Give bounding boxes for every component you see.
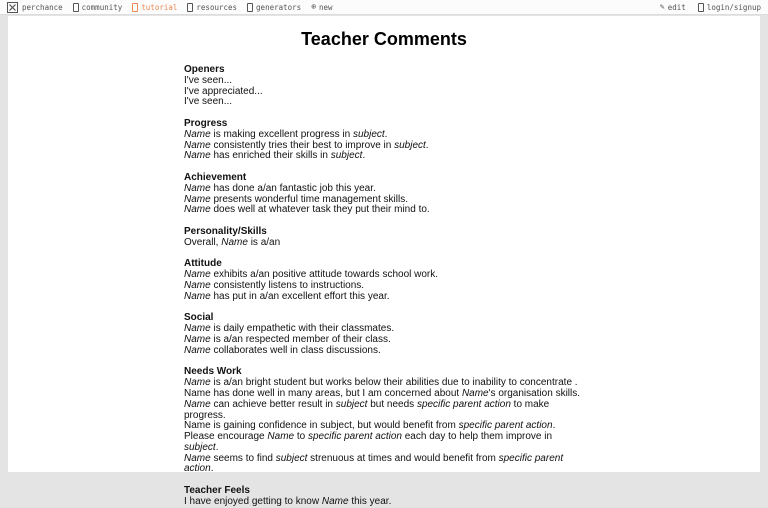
globe-plus-icon: ⊕ [311,2,317,11]
comment-line: I've appreciated... [184,85,263,97]
section-heading: Social [184,312,214,324]
section-lines [184,238,584,249]
page-title: Teacher Comments [301,29,467,49]
user-icon [698,3,704,12]
section-heading: Achievement [184,171,247,183]
topbar [0,0,768,15]
section-lines [184,184,584,216]
comment-line: Name is daily empathetic with their classmates. [184,323,395,335]
pencil-icon: ✎ [659,2,665,11]
comment-line: Name has done well in many areas, but I am concerned about Name's organisation skills. [184,387,581,399]
comment-line: Name has enriched their skills in subject. [184,150,366,162]
section-lines [184,270,584,302]
resources-icon [187,3,193,12]
section-heading: Needs Work [184,366,242,378]
comment-line: Name exhibits a/an positive attitude towards school work. [184,269,439,281]
comment-line: Name has done a/an fantastic job this year. [184,182,376,194]
nav-item-tutorial[interactable]: tutorial [132,3,177,12]
section-heading: Teacher Feels [184,485,250,497]
section-lines [184,378,584,475]
comment-section [184,173,584,216]
comment-line: Name does well at whatever task they put their mind to. [184,204,430,216]
section-lines [184,130,584,162]
comment-line: Name is a/an respected member of their class. [184,333,391,345]
community-icon [73,3,79,12]
perchance-dice-icon [7,2,18,13]
tutorial-icon [132,3,138,12]
comment-section [184,313,584,356]
comment-line: Name consistently tries their best to improve in subject. [184,139,429,151]
comment-line: Name is gaining confidence in subject, but would benefit from specific parent action. [184,420,556,432]
section-lines [184,76,584,108]
comment-line: Name is making excellent progress in subject. [184,128,388,140]
section-lines [184,324,584,356]
comment-section [184,119,584,162]
comment-line: Name presents wonderful time management skills. [184,193,408,205]
section-heading: Progress [184,117,228,129]
comment-section [184,367,584,475]
comment-line: I've seen... [184,96,233,108]
comment-line: I've seen... [184,74,233,86]
perchance-logo-link[interactable] [7,2,63,13]
comment-line: Please encourage Name to specific parent action each day to help them improve in subject. [184,431,553,453]
comment-line: Name has put in a/an excellent effort this year. [184,290,390,302]
nav-item-generators[interactable]: generators [247,3,301,12]
comment-line: Overall, Name is a/an [184,236,281,248]
section-heading: Personality/Skills [184,225,267,237]
comment-line: I have enjoyed getting to know Name this year. [184,495,392,507]
comment-line: Name collaborates well in class discussions. [184,344,381,356]
comment-section [184,486,584,508]
edit-link[interactable]: ✎ edit [659,2,686,12]
comment-section [184,65,584,108]
brand-label: perchance [22,2,63,12]
section-heading: Attitude [184,258,222,270]
comment-section [184,259,584,302]
comment-section [184,227,584,249]
nav-item-resources[interactable]: resources [187,3,237,12]
comment-line: Name can achieve better result in subject but needs specific parent action to make progress. [184,398,550,421]
section-lines [184,497,584,508]
login-signup-link[interactable]: login/signup [698,3,761,12]
section-heading: Openers [184,64,225,75]
comment-line: Name is a/an bright student but works below their abilities due to inability to concentrate . [184,377,578,389]
comment-line: Name seems to find subject strenuous at times and would benefit from specific parent action. [184,452,564,475]
comments-section-list [184,65,584,508]
generator-panel [8,16,760,507]
comment-line: Name consistently listens to instructions. [184,279,365,291]
nav-item-new[interactable]: ⊕ new [311,2,333,12]
generators-icon [247,3,253,12]
nav-item-community[interactable]: community [73,3,123,12]
